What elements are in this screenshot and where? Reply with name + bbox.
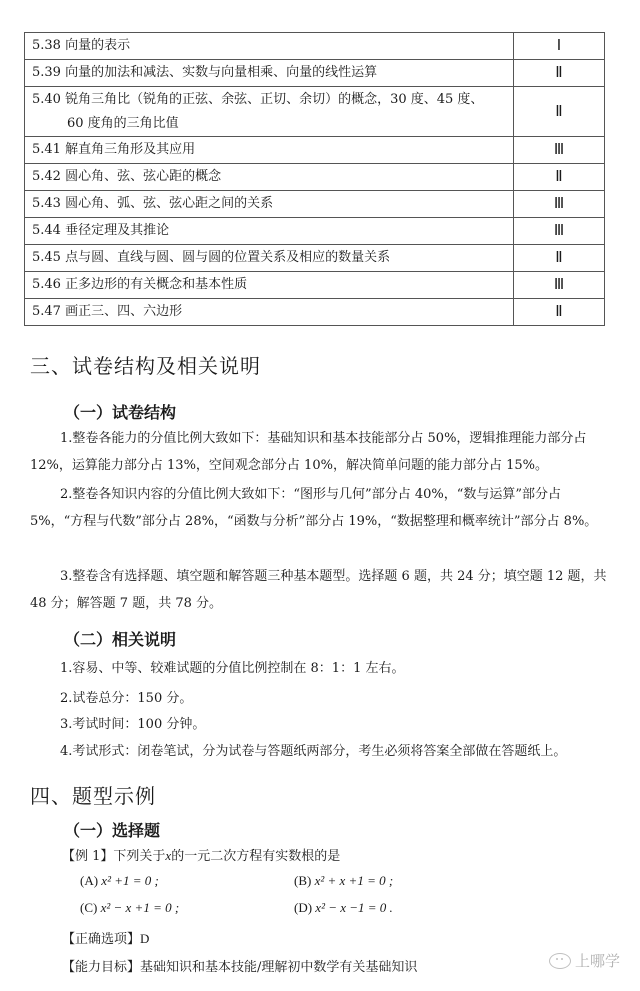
option-d [294,900,393,916]
knowledge-level-table [24,32,605,326]
question-variable: x [165,848,172,863]
subsection-notes-heading: （二）相关说明 [64,630,177,649]
option-key: (A) [80,873,99,888]
paragraph-question-types [30,563,610,617]
table-item-line1: 5.40 锐角三角比（锐角的正弦、余弦、正切、余切）的概念，30 度、45 度、 [32,91,484,107]
section-3-heading: 三、试卷结构及相关说明 [30,354,261,378]
note-item: 2.试卷总分：150 分。 [60,691,193,706]
option-key: (C) [80,900,98,915]
table-level: Ⅲ [514,191,605,218]
table-level: Ⅱ [514,87,605,137]
table-row [25,245,605,272]
table-item: 5.43 圆心角、弧、弦、弦心距之间的关系 [25,191,514,218]
table-level: Ⅱ [514,245,605,272]
table-level: Ⅱ [514,299,605,326]
table-item [25,87,514,137]
note-item: 1.容易、中等、较难试题的分值比例控制在 8：1：1 左右。 [60,661,405,676]
option-b [294,873,393,889]
watermark [549,950,620,971]
watermark-text: 上哪学 [574,952,620,970]
table-item: 5.42 圆心角、弦、弦心距的概念 [25,164,514,191]
table-level: Ⅱ [514,60,605,87]
example-label: 【例 1】 [62,849,114,864]
option-key: (D) [294,900,313,915]
option-expression: x² − x +1 = 0 ; [100,900,180,915]
option-expression: x² +1 = 0 ; [101,873,159,888]
paragraph-text: 2.整卷各知识内容的分值比例大致如下：“图形与几何”部分占 40%，“数与运算”部分占 5%，“方程与代数”部分占 28%，“函数与分析”部分占 19%，“数据整理和概率统计”部分占 8%。 [30,487,598,529]
note-item: 3.考试时间：100 分钟。 [60,717,206,732]
paragraph-ability-ratio [30,425,610,479]
question-text: 的一元二次方程有实数根的是 [171,849,341,864]
subsection-paper-structure-heading: （一）试卷结构 [64,403,177,422]
table-item: 5.38 向量的表示 [25,33,514,60]
section-4-heading: 四、题型示例 [30,784,156,808]
paragraph-text: 1.整卷各能力的分值比例大致如下：基础知识和基本技能部分占 50%，逻辑推理能力部分占 12%，运算能力部分占 13%，空间观念部分占 10%，解决简单问题的能力部分占 15%。 [30,431,587,473]
table-level: Ⅱ [514,164,605,191]
table-row [25,164,605,191]
table-item: 5.46 正多边形的有关概念和基本性质 [25,272,514,299]
option-a [80,873,159,889]
wechat-icon [549,953,571,969]
table-level: Ⅰ [514,33,605,60]
question-text: 下列关于 [113,849,166,864]
option-expression: x² − x −1 = 0 . [315,900,393,915]
table-item: 5.39 向量的加法和减法、实数与向量相乘、向量的线性运算 [25,60,514,87]
table-item: 5.47 画正三、四、六边形 [25,299,514,326]
table-row [25,60,605,87]
paragraph-content-ratio [30,481,610,535]
table-level: Ⅲ [514,272,605,299]
table-level: Ⅲ [514,218,605,245]
table-row [25,87,605,137]
table-level: Ⅲ [514,137,605,164]
subsection-multiple-choice-heading: （一）选择题 [64,821,161,840]
paragraph-text: 3.整卷含有选择题、填空题和解答题三种基本题型。选择题 6 题，共 24 分；填空题 12 题，共 48 分；解答题 7 题，共 78 分。 [30,569,607,611]
answer-value: D [140,931,150,946]
table-item-line2: 60 度角的三角比值 [67,115,179,131]
note-item: 4.考试形式：闭卷笔试，分为试卷与答题纸两部分，考生必须将答案全部做在答题纸上。 [60,744,567,759]
table-item: 5.41 解直角三角形及其应用 [25,137,514,164]
table-row [25,299,605,326]
table-item: 5.45 点与圆、直线与圆、圆与圆的位置关系及相应的数量关系 [25,245,514,272]
answer-label: 【正确选项】 [62,932,141,947]
option-expression: x² + x +1 = 0 ; [314,873,394,888]
example-question [62,845,340,864]
table-row [25,33,605,60]
goal-label: 【能力目标】 [62,960,141,975]
table-row [25,137,605,164]
table-row [25,191,605,218]
correct-answer [62,928,149,947]
table-row [25,218,605,245]
option-key: (B) [294,873,312,888]
option-c [80,900,179,916]
goal-text: 基础知识和基本技能/理解初中数学有关基础知识 [140,960,418,975]
table-row [25,272,605,299]
table-item: 5.44 垂径定理及其推论 [25,218,514,245]
ability-goal [62,956,417,975]
